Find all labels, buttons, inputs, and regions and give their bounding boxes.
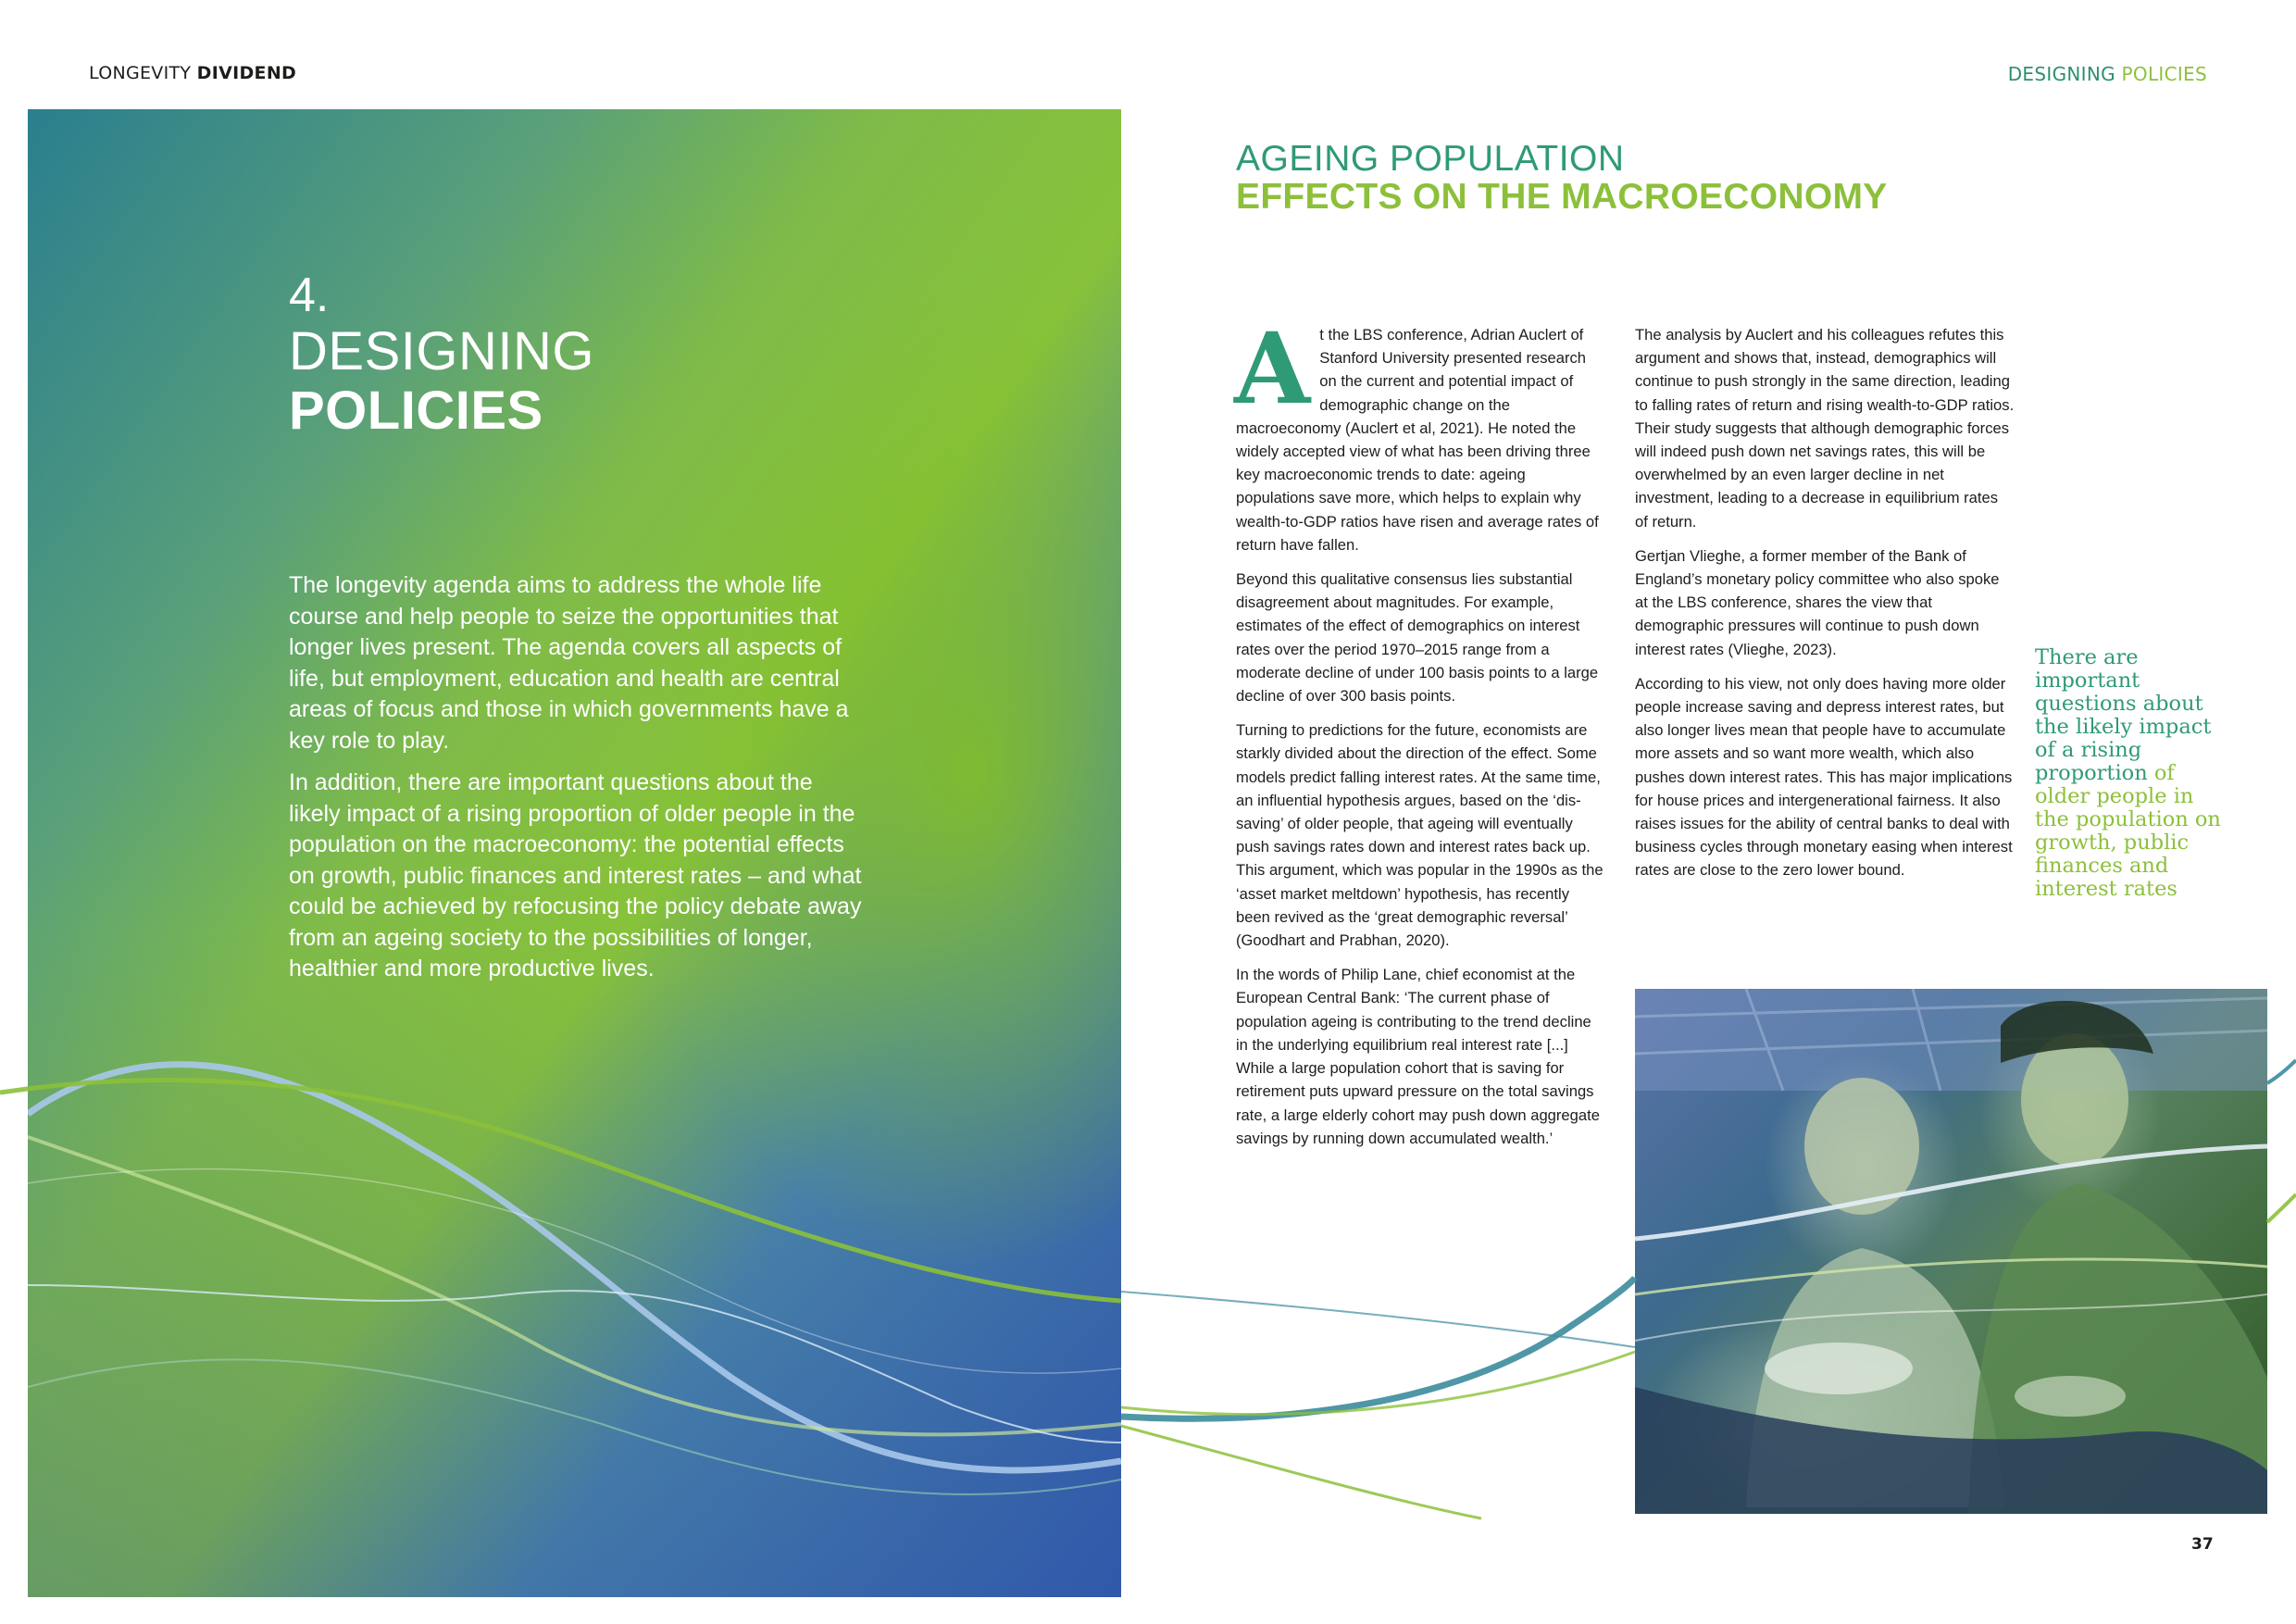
intro-paragraph: The longevity agenda aims to address the whole life course and help people to seize the opportunities that longer lives present. The agenda covers all aspects of life, but employment, education and health are central areas of focus and those in which governments have a key role to play. xyxy=(289,572,849,754)
header-left-regular: LONGEVITY xyxy=(89,63,197,83)
pull-quote xyxy=(2035,646,2229,901)
header-left-bold: DIVIDEND xyxy=(196,63,297,83)
article-heading-line1: AGEING POPULATION xyxy=(1236,139,1625,179)
article-paragraph-1 xyxy=(1234,310,1606,556)
workshop-photo xyxy=(1635,989,2267,1514)
article-paragraph-7: According to his view, not only does having more older people increase saving and depress interest rates, but also longer lives mean that people have to accumulate more assets and so want more wealth, which also pushes down interest rates. This has major implications for house prices and intergenerational fairness. It also raises issues for the ability of central banks to deal with business cycles through monetary easing when interest rates are close to the zero lower bound. xyxy=(1635,674,2013,880)
header-right-light: POLICIES xyxy=(2121,63,2207,85)
drop-cap: A xyxy=(1234,310,1311,426)
article-column-2 xyxy=(1635,323,2015,893)
chapter-opener-panel xyxy=(28,109,1121,1597)
intro-paragraph: In addition, there are important questions about the likely impact of a rising proportion of older people in the population on the macroeconomy: the potential effects on growth, public finances and interest rates – and what could be achieved by refocusing the policy debate away from an ageing society to the possibilities of longer, healthier and more productive lives. xyxy=(289,769,862,981)
paragraph-text: t the LBS conference, Adrian Auclert of Stanford University presented research on the current and potential impact of demographic change on the macroeconomy (Auclert et al, 2021). He noted the widely accepted view of what has been driving three key macroeconomic trends to date: ageing populations save more, which helps to explain why wealth-to-GDP ratios have risen and average rates of return have fallen. xyxy=(1236,326,1599,554)
chapter-title-line2: POLICIES xyxy=(289,381,543,441)
chapter-number: 4. xyxy=(289,269,330,322)
article-paragraph-6: Gertjan Vlieghe, a former member of the Bank of England’s monetary policy committee who also spoke at the LBS conference, shares the view that demographic pressures will continue to push down interest rates (Vlieghe, 2023). xyxy=(1635,546,2000,658)
chapter-title xyxy=(289,269,594,441)
running-header-left xyxy=(89,63,296,83)
header-right-dark: DESIGNING xyxy=(2007,63,2122,85)
article-paragraph-2: Beyond this qualitative consensus lies substantial disagreement about magnitudes. For example, estimates of the effect of demographics on interest rates over the period 1970–2015 range from a moderate decline of under 100 basis points to a large decline of over 300 basis points. xyxy=(1236,570,1599,706)
pull-quote-dark: There are important questions about the likely impact of a rising proportion xyxy=(2035,645,2212,785)
article-paragraph-4: In the words of Philip Lane, chief economist at the European Central Bank: ‘The current phase of population ageing is contributing to the trend decline in the underlying equilibrium real interest rate [...] While a large population cohort that is saving for retirement puts upward pressure on the total savings rate, a large elderly cohort may push down aggregate savings by running down accumulated wealth.’ xyxy=(1236,966,1600,1147)
running-header-right xyxy=(2008,63,2207,85)
article-paragraph-3: Turning to predictions for the future, economists are starkly divided about the direction of the effect. Some models predict falling interest rates. At the same time, an influential hypothesis argues, based on the ‘dis-saving’ of older people, that ageing will eventually push savings rates down and interest rates back up. This argument, which was popular in the 1990s as the ‘asset market meltdown’ hypothesis, has recently been revived as the ‘great demographic reversal’ (Goodhart and Prabhan, 2020). xyxy=(1236,721,1603,950)
article-paragraph-5: The analysis by Auclert and his colleagues refutes this argument and shows that, instead, demographics will continue to push strongly in the same direction, leading to falling rates of return and rising wealth-to-GDP ratios. Their study suggests that although demographic forces will indeed push down net savings rates, this will be overwhelmed by an even larger decline in net investment, leading to a decrease in equilibrium rates of return. xyxy=(1635,326,2015,531)
chapter-intro xyxy=(289,570,863,996)
page-number: 37 xyxy=(2191,1535,2214,1554)
photo-illustration xyxy=(1635,989,2267,1514)
article-heading-line2: EFFECTS ON THE MACROECONOMY xyxy=(1236,177,1888,217)
pull-quote-light: of older people in the population on growth, public finances and interest rates xyxy=(2035,761,2221,901)
chapter-title-line1: DESIGNING xyxy=(289,321,594,381)
article-column-1 xyxy=(1234,310,1606,1161)
